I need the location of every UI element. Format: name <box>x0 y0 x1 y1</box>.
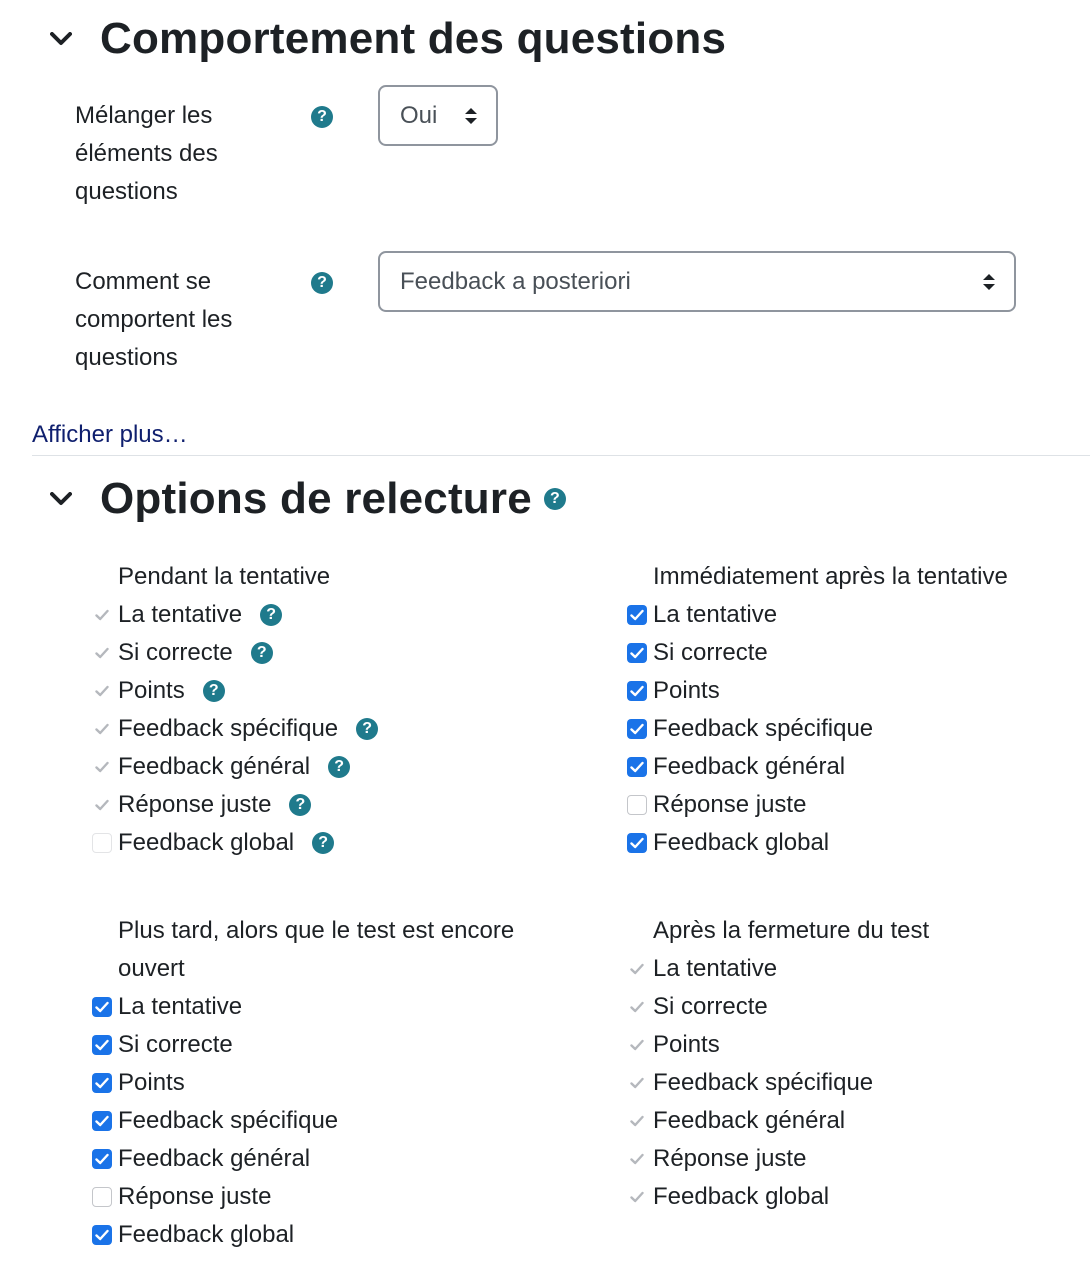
checkbox[interactable] <box>627 757 647 777</box>
help-icon[interactable]: ? <box>311 106 333 128</box>
review-option <box>92 596 282 634</box>
review-column-title: Pendant la tentative <box>118 563 331 590</box>
checkbox <box>627 997 647 1017</box>
review-option <box>627 988 768 1026</box>
review-option[interactable] <box>627 786 806 824</box>
chevron-down-icon[interactable] <box>46 484 76 514</box>
review-option-label: Feedback global <box>118 1221 295 1248</box>
review-option-label: Réponse juste <box>653 1145 807 1172</box>
review-option-label: Si correcte <box>653 993 768 1020</box>
checkbox[interactable] <box>92 1073 112 1093</box>
checkbox[interactable] <box>627 833 647 853</box>
review-option-label: Points <box>653 677 720 704</box>
review-option-label: Réponse juste <box>653 791 807 818</box>
review-option-label: La tentative <box>653 955 778 982</box>
review-option[interactable] <box>92 1064 185 1102</box>
checkbox <box>92 757 112 777</box>
divider <box>32 455 1090 456</box>
help-icon[interactable]: ? <box>328 756 350 778</box>
help-icon[interactable]: ? <box>312 832 334 854</box>
checkbox <box>627 1111 647 1131</box>
section-title-behaviour: Comportement des questions <box>100 14 727 63</box>
shuffle-label: Mélanger les éléments des questions <box>75 102 218 205</box>
review-option[interactable] <box>627 596 777 634</box>
help-icon[interactable]: ? <box>289 794 311 816</box>
review-option[interactable] <box>92 1026 233 1064</box>
checkbox <box>627 1187 647 1207</box>
select-arrows-icon <box>982 272 996 292</box>
show-more-link[interactable]: Afficher plus… <box>32 421 188 448</box>
review-option <box>627 950 777 988</box>
checkbox <box>92 643 112 663</box>
select-arrows-icon <box>464 106 478 126</box>
review-option-label: Si correcte <box>118 639 233 666</box>
review-option-label: Réponse juste <box>118 1183 272 1210</box>
review-option <box>627 1140 806 1178</box>
shuffle-select[interactable] <box>378 85 498 146</box>
review-option-label: Feedback global <box>653 1183 830 1210</box>
checkbox[interactable] <box>627 795 647 815</box>
behaviour-header[interactable] <box>46 14 726 64</box>
review-option-label: La tentative <box>118 993 243 1020</box>
review-option[interactable] <box>627 634 768 672</box>
checkbox[interactable] <box>92 1187 112 1207</box>
review-option-label: La tentative <box>118 601 243 628</box>
review-option <box>627 1064 873 1102</box>
checkbox[interactable] <box>92 997 112 1017</box>
help-icon[interactable]: ? <box>356 718 378 740</box>
review-column-title: Immédiatement après la tentative <box>653 563 1008 590</box>
chevron-down-icon[interactable] <box>46 24 76 54</box>
review-option-label: Feedback général <box>118 753 311 780</box>
review-option-label: Feedback global <box>653 829 830 856</box>
checkbox <box>92 833 112 853</box>
review-option[interactable] <box>627 710 873 748</box>
review-option <box>92 634 273 672</box>
help-icon[interactable]: ? <box>251 642 273 664</box>
review-option-label: Si correcte <box>653 639 768 666</box>
review-option <box>627 1026 720 1064</box>
review-option[interactable] <box>92 1140 310 1178</box>
help-icon[interactable]: ? <box>544 488 566 510</box>
shuffle-select-value: Oui <box>400 101 438 129</box>
checkbox <box>92 719 112 739</box>
review-option[interactable] <box>92 1102 338 1140</box>
checkbox[interactable] <box>92 1225 112 1245</box>
review-option-label: Feedback spécifique <box>653 715 874 742</box>
review-option <box>627 1102 845 1140</box>
review-option-label: Feedback général <box>653 753 846 780</box>
behaviour-label: Comment se comportent les questions <box>75 268 233 371</box>
help-icon[interactable]: ? <box>203 680 225 702</box>
review-option[interactable] <box>627 824 829 862</box>
review-option-label: Points <box>653 1031 720 1058</box>
review-option[interactable] <box>92 1178 271 1216</box>
checkbox <box>92 681 112 701</box>
review-option <box>627 1178 829 1216</box>
section-title-review: Options de relecture <box>100 474 532 523</box>
checkbox[interactable] <box>627 605 647 625</box>
review-option-label: Feedback général <box>653 1107 846 1134</box>
review-column-title: Plus tard, alors que le test est encore ouvert <box>118 917 515 982</box>
review-option <box>92 710 378 748</box>
review-header[interactable] <box>46 474 566 524</box>
checkbox <box>627 1149 647 1169</box>
review-column-title: Après la fermeture du test <box>653 917 930 944</box>
behaviour-select[interactable] <box>378 251 1016 312</box>
checkbox[interactable] <box>92 1149 112 1169</box>
review-option-label: Feedback spécifique <box>118 715 339 742</box>
review-option-label: Feedback global <box>118 829 295 856</box>
review-option[interactable] <box>92 1216 294 1254</box>
checkbox[interactable] <box>627 719 647 739</box>
review-option[interactable] <box>627 672 720 710</box>
checkbox <box>627 959 647 979</box>
review-option <box>92 748 350 786</box>
help-icon[interactable]: ? <box>311 272 333 294</box>
checkbox <box>627 1035 647 1055</box>
checkbox[interactable] <box>92 1035 112 1055</box>
help-icon[interactable]: ? <box>260 604 282 626</box>
checkbox <box>627 1073 647 1093</box>
review-option-label: La tentative <box>653 601 778 628</box>
checkbox[interactable] <box>627 643 647 663</box>
review-option[interactable] <box>627 748 845 786</box>
review-option-label: Points <box>118 1069 185 1096</box>
checkbox <box>92 795 112 815</box>
review-option-label: Feedback général <box>118 1145 311 1172</box>
review-option[interactable] <box>92 988 242 1026</box>
review-option-label: Réponse juste <box>118 791 272 818</box>
review-option <box>92 672 225 710</box>
review-option-label: Si correcte <box>118 1031 233 1058</box>
checkbox[interactable] <box>92 1111 112 1131</box>
checkbox[interactable] <box>627 681 647 701</box>
review-option-label: Feedback spécifique <box>118 1107 339 1134</box>
review-option-label: Points <box>118 677 185 704</box>
behaviour-select-value: Feedback a posteriori <box>400 267 631 295</box>
checkbox <box>92 605 112 625</box>
review-option-label: Feedback spécifique <box>653 1069 874 1096</box>
review-option <box>92 824 334 862</box>
review-option <box>92 786 311 824</box>
